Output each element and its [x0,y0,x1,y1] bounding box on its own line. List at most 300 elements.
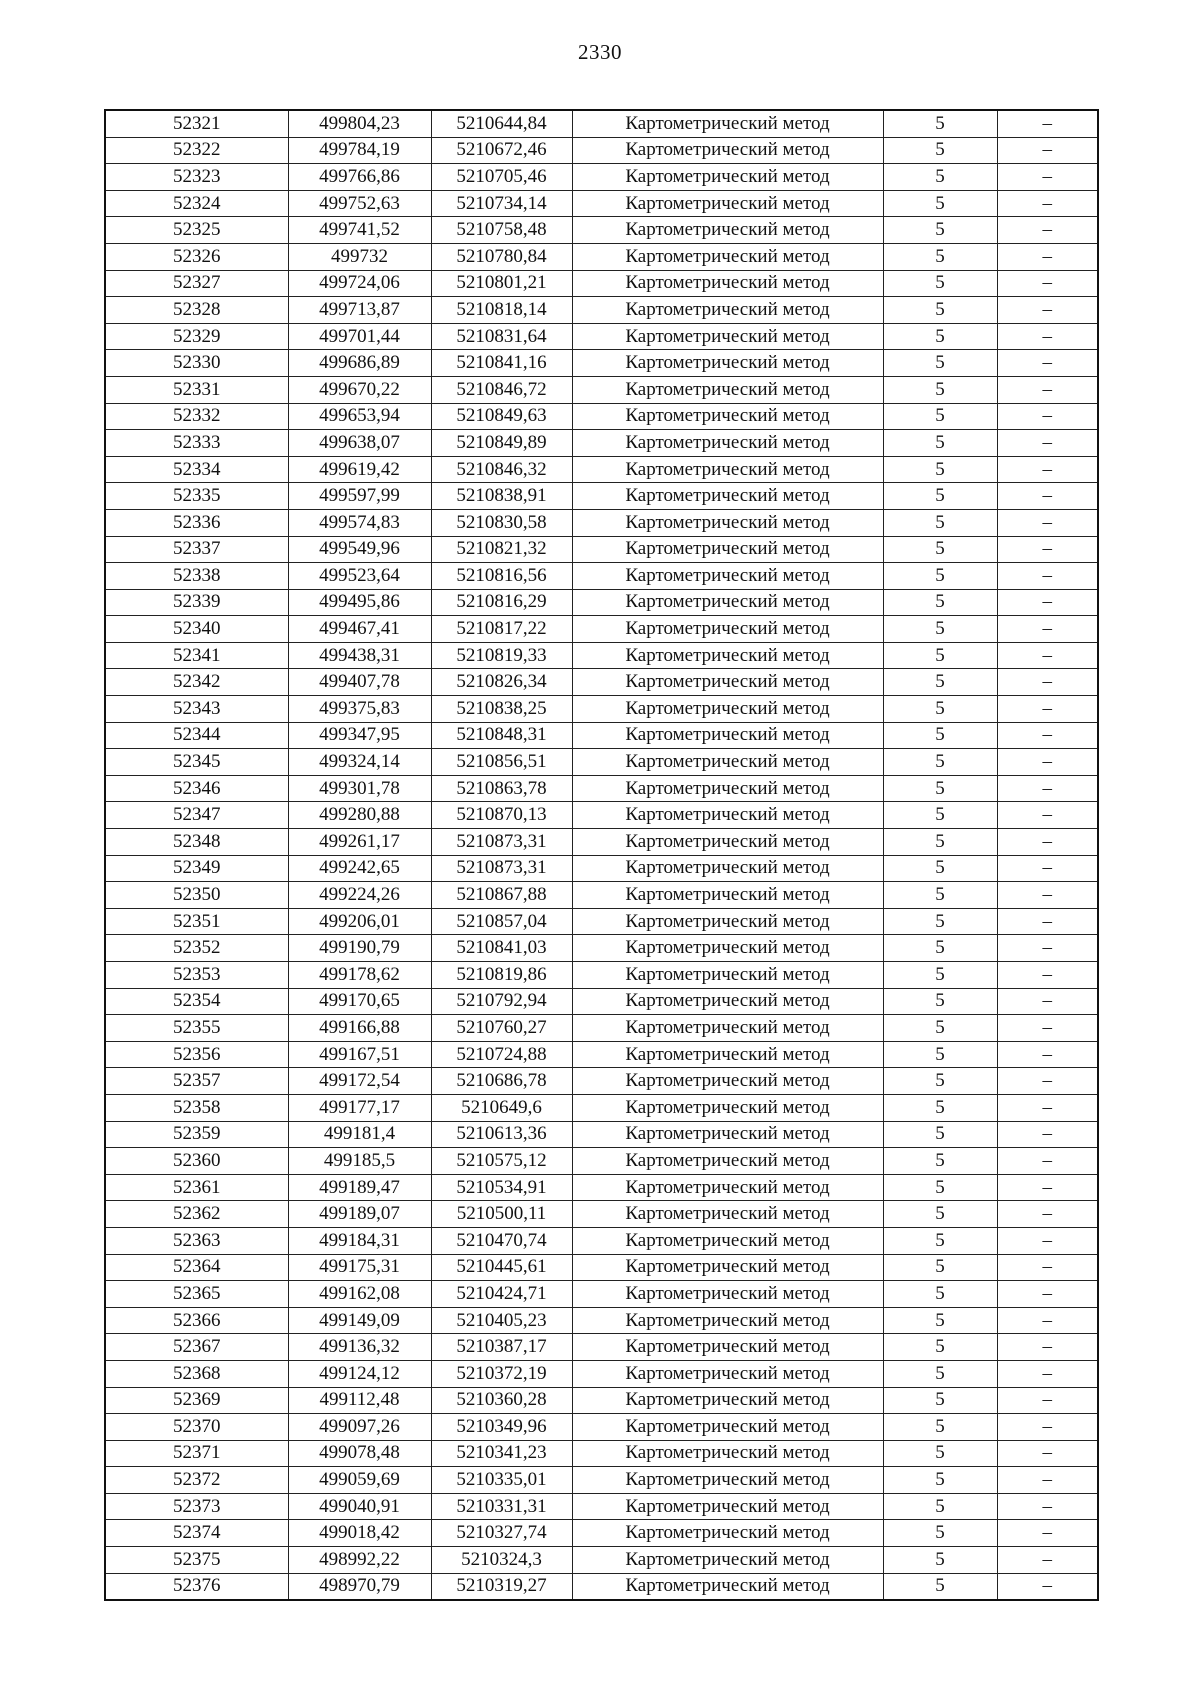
x-coordinate-cell: 499185,5 [288,1148,431,1175]
y-coordinate-cell: 5210816,29 [431,589,572,616]
x-coordinate-cell: 499018,42 [288,1520,431,1547]
accuracy-cell: 5 [883,509,997,536]
x-coordinate-cell: 499172,54 [288,1068,431,1095]
x-coordinate-cell: 499495,86 [288,589,431,616]
method-cell: Картометрический метод [572,722,883,749]
description-cell: – [997,935,1098,962]
description-cell: – [997,1041,1098,1068]
accuracy-cell: 5 [883,1041,997,1068]
table-row [105,722,1098,749]
table-row [105,243,1098,270]
description-cell: – [997,1440,1098,1467]
y-coordinate-cell: 5210405,23 [431,1307,572,1334]
point-number-cell: 52362 [105,1201,288,1228]
x-coordinate-cell: 499713,87 [288,297,431,324]
table-row [105,350,1098,377]
table-row [105,1307,1098,1334]
table-row [105,1094,1098,1121]
y-coordinate-cell: 5210821,32 [431,536,572,563]
x-coordinate-cell: 499701,44 [288,323,431,350]
y-coordinate-cell: 5210644,84 [431,110,572,137]
point-number-cell: 52346 [105,775,288,802]
y-coordinate-cell: 5210849,63 [431,403,572,430]
x-coordinate-cell: 499724,06 [288,270,431,297]
x-coordinate-cell: 499438,31 [288,642,431,669]
method-cell: Картометрический метод [572,1493,883,1520]
method-cell: Картометрический метод [572,1520,883,1547]
method-cell: Картометрический метод [572,1440,883,1467]
x-coordinate-cell: 499136,32 [288,1334,431,1361]
point-number-cell: 52351 [105,908,288,935]
y-coordinate-cell: 5210819,33 [431,642,572,669]
description-cell: – [997,297,1098,324]
table-row [105,908,1098,935]
y-coordinate-cell: 5210857,04 [431,908,572,935]
point-number-cell: 52322 [105,137,288,164]
method-cell: Картометрический метод [572,1547,883,1574]
point-number-cell: 52369 [105,1387,288,1414]
description-cell: – [997,749,1098,776]
point-number-cell: 52336 [105,509,288,536]
accuracy-cell: 5 [883,190,997,217]
table-row [105,882,1098,909]
y-coordinate-cell: 5210870,13 [431,802,572,829]
method-cell: Картометрический метод [572,1015,883,1042]
accuracy-cell: 5 [883,722,997,749]
x-coordinate-cell: 498992,22 [288,1547,431,1574]
table-row [105,376,1098,403]
y-coordinate-cell: 5210686,78 [431,1068,572,1095]
accuracy-cell: 5 [883,297,997,324]
y-coordinate-cell: 5210341,23 [431,1440,572,1467]
x-coordinate-cell: 499549,96 [288,536,431,563]
table-row [105,1174,1098,1201]
description-cell: – [997,1281,1098,1308]
accuracy-cell: 5 [883,669,997,696]
y-coordinate-cell: 5210445,61 [431,1254,572,1281]
coordinates-table [104,109,1099,1601]
point-number-cell: 52321 [105,110,288,137]
method-cell: Картометрический метод [572,483,883,510]
point-number-cell: 52337 [105,536,288,563]
table-row [105,775,1098,802]
table-row [105,1254,1098,1281]
y-coordinate-cell: 5210705,46 [431,164,572,191]
y-coordinate-cell: 5210873,31 [431,855,572,882]
table-row [105,1414,1098,1441]
accuracy-cell: 5 [883,1094,997,1121]
accuracy-cell: 5 [883,1227,997,1254]
table-row [105,1440,1098,1467]
description-cell: – [997,1520,1098,1547]
y-coordinate-cell: 5210534,91 [431,1174,572,1201]
table-row [105,1520,1098,1547]
accuracy-cell: 5 [883,1201,997,1228]
x-coordinate-cell: 499112,48 [288,1387,431,1414]
y-coordinate-cell: 5210424,71 [431,1281,572,1308]
accuracy-cell: 5 [883,1493,997,1520]
table-row [105,1573,1098,1600]
point-number-cell: 52360 [105,1148,288,1175]
accuracy-cell: 5 [883,882,997,909]
table-row [105,1360,1098,1387]
point-number-cell: 52340 [105,616,288,643]
x-coordinate-cell: 499741,52 [288,217,431,244]
table-row [105,988,1098,1015]
y-coordinate-cell: 5210672,46 [431,137,572,164]
y-coordinate-cell: 5210724,88 [431,1041,572,1068]
point-number-cell: 52348 [105,829,288,856]
point-number-cell: 52353 [105,962,288,989]
y-coordinate-cell: 5210838,91 [431,483,572,510]
table-row [105,217,1098,244]
accuracy-cell: 5 [883,642,997,669]
accuracy-cell: 5 [883,270,997,297]
table-row [105,749,1098,776]
table-row [105,1121,1098,1148]
accuracy-cell: 5 [883,616,997,643]
x-coordinate-cell: 499597,99 [288,483,431,510]
accuracy-cell: 5 [883,456,997,483]
y-coordinate-cell: 5210372,19 [431,1360,572,1387]
description-cell: – [997,243,1098,270]
table-row [105,696,1098,723]
point-number-cell: 52329 [105,323,288,350]
point-number-cell: 52344 [105,722,288,749]
method-cell: Картометрический метод [572,908,883,935]
method-cell: Картометрический метод [572,217,883,244]
method-cell: Картометрический метод [572,1467,883,1494]
method-cell: Картометрический метод [572,696,883,723]
point-number-cell: 52341 [105,642,288,669]
description-cell: – [997,1174,1098,1201]
point-number-cell: 52365 [105,1281,288,1308]
method-cell: Картометрический метод [572,829,883,856]
description-cell: – [997,1227,1098,1254]
description-cell: – [997,509,1098,536]
method-cell: Картометрический метод [572,509,883,536]
point-number-cell: 52349 [105,855,288,882]
point-number-cell: 52358 [105,1094,288,1121]
description-cell: – [997,642,1098,669]
y-coordinate-cell: 5210826,34 [431,669,572,696]
point-number-cell: 52335 [105,483,288,510]
point-number-cell: 52361 [105,1174,288,1201]
point-number-cell: 52372 [105,1467,288,1494]
accuracy-cell: 5 [883,350,997,377]
y-coordinate-cell: 5210327,74 [431,1520,572,1547]
point-number-cell: 52376 [105,1573,288,1600]
accuracy-cell: 5 [883,110,997,137]
table-row [105,403,1098,430]
x-coordinate-cell: 498970,79 [288,1573,431,1600]
table-row [105,1493,1098,1520]
accuracy-cell: 5 [883,403,997,430]
description-cell: – [997,1387,1098,1414]
method-cell: Картометрический метод [572,802,883,829]
description-cell: – [997,829,1098,856]
table-row [105,137,1098,164]
description-cell: – [997,1547,1098,1574]
accuracy-cell: 5 [883,1015,997,1042]
table-row [105,110,1098,137]
table-row [105,1015,1098,1042]
y-coordinate-cell: 5210319,27 [431,1573,572,1600]
table-row [105,563,1098,590]
description-cell: – [997,696,1098,723]
x-coordinate-cell: 499178,62 [288,962,431,989]
table-row [105,456,1098,483]
point-number-cell: 52333 [105,430,288,457]
method-cell: Картометрический метод [572,775,883,802]
table-row [105,536,1098,563]
description-cell: – [997,722,1098,749]
x-coordinate-cell: 499242,65 [288,855,431,882]
table-row [105,1227,1098,1254]
point-number-cell: 52326 [105,243,288,270]
table-row [105,829,1098,856]
y-coordinate-cell: 5210349,96 [431,1414,572,1441]
table-row [105,270,1098,297]
method-cell: Картометрический метод [572,1360,883,1387]
point-number-cell: 52364 [105,1254,288,1281]
x-coordinate-cell: 499040,91 [288,1493,431,1520]
method-cell: Картометрический метод [572,1334,883,1361]
y-coordinate-cell: 5210335,01 [431,1467,572,1494]
point-number-cell: 52323 [105,164,288,191]
description-cell: – [997,1467,1098,1494]
method-cell: Картометрический метод [572,1041,883,1068]
page-number: 2330 [578,40,622,64]
x-coordinate-cell: 499166,88 [288,1015,431,1042]
x-coordinate-cell: 499124,12 [288,1360,431,1387]
accuracy-cell: 5 [883,1148,997,1175]
accuracy-cell: 5 [883,1174,997,1201]
description-cell: – [997,137,1098,164]
description-cell: – [997,1148,1098,1175]
x-coordinate-cell: 499059,69 [288,1467,431,1494]
table-row [105,669,1098,696]
point-number-cell: 52367 [105,1334,288,1361]
y-coordinate-cell: 5210649,6 [431,1094,572,1121]
x-coordinate-cell: 499184,31 [288,1227,431,1254]
y-coordinate-cell: 5210331,31 [431,1493,572,1520]
y-coordinate-cell: 5210863,78 [431,775,572,802]
table-row [105,935,1098,962]
x-coordinate-cell: 499407,78 [288,669,431,696]
y-coordinate-cell: 5210817,22 [431,616,572,643]
point-number-cell: 52345 [105,749,288,776]
method-cell: Картометрический метод [572,1121,883,1148]
method-cell: Картометрический метод [572,962,883,989]
y-coordinate-cell: 5210846,32 [431,456,572,483]
accuracy-cell: 5 [883,1520,997,1547]
accuracy-cell: 5 [883,243,997,270]
method-cell: Картометрический метод [572,1307,883,1334]
x-coordinate-cell: 499653,94 [288,403,431,430]
accuracy-cell: 5 [883,589,997,616]
description-cell: – [997,882,1098,909]
description-cell: – [997,1121,1098,1148]
description-cell: – [997,376,1098,403]
y-coordinate-cell: 5210780,84 [431,243,572,270]
x-coordinate-cell: 499189,47 [288,1174,431,1201]
method-cell: Картометрический метод [572,1254,883,1281]
accuracy-cell: 5 [883,775,997,802]
y-coordinate-cell: 5210818,14 [431,297,572,324]
method-cell: Картометрический метод [572,935,883,962]
table-row [105,802,1098,829]
method-cell: Картометрический метод [572,749,883,776]
accuracy-cell: 5 [883,1573,997,1600]
description-cell: – [997,802,1098,829]
point-number-cell: 52355 [105,1015,288,1042]
accuracy-cell: 5 [883,1307,997,1334]
x-coordinate-cell: 499804,23 [288,110,431,137]
y-coordinate-cell: 5210848,31 [431,722,572,749]
method-cell: Картометрический метод [572,1201,883,1228]
accuracy-cell: 5 [883,323,997,350]
point-number-cell: 52359 [105,1121,288,1148]
y-coordinate-cell: 5210841,16 [431,350,572,377]
x-coordinate-cell: 499167,51 [288,1041,431,1068]
table-row [105,323,1098,350]
x-coordinate-cell: 499280,88 [288,802,431,829]
accuracy-cell: 5 [883,1254,997,1281]
description-cell: – [997,563,1098,590]
x-coordinate-cell: 499190,79 [288,935,431,962]
method-cell: Картометрический метод [572,642,883,669]
y-coordinate-cell: 5210801,21 [431,270,572,297]
table-row [105,589,1098,616]
accuracy-cell: 5 [883,1440,997,1467]
description-cell: – [997,589,1098,616]
y-coordinate-cell: 5210613,36 [431,1121,572,1148]
table-body [105,110,1098,1600]
method-cell: Картометрический метод [572,1387,883,1414]
accuracy-cell: 5 [883,430,997,457]
description-cell: – [997,483,1098,510]
accuracy-cell: 5 [883,536,997,563]
description-cell: – [997,164,1098,191]
table-row [105,1334,1098,1361]
description-cell: – [997,1573,1098,1600]
description-cell: – [997,1334,1098,1361]
description-cell: – [997,1068,1098,1095]
x-coordinate-cell: 499619,42 [288,456,431,483]
description-cell: – [997,855,1098,882]
description-cell: – [997,669,1098,696]
accuracy-cell: 5 [883,829,997,856]
x-coordinate-cell: 499574,83 [288,509,431,536]
table-row [105,616,1098,643]
table-row [105,190,1098,217]
method-cell: Картометрический метод [572,563,883,590]
method-cell: Картометрический метод [572,270,883,297]
method-cell: Картометрический метод [572,1414,883,1441]
method-cell: Картометрический метод [572,1573,883,1600]
y-coordinate-cell: 5210819,86 [431,962,572,989]
point-number-cell: 52324 [105,190,288,217]
accuracy-cell: 5 [883,1121,997,1148]
method-cell: Картометрический метод [572,1281,883,1308]
x-coordinate-cell: 499177,17 [288,1094,431,1121]
point-number-cell: 52354 [105,988,288,1015]
accuracy-cell: 5 [883,164,997,191]
accuracy-cell: 5 [883,855,997,882]
accuracy-cell: 5 [883,802,997,829]
x-coordinate-cell: 499181,4 [288,1121,431,1148]
point-number-cell: 52370 [105,1414,288,1441]
accuracy-cell: 5 [883,1414,997,1441]
accuracy-cell: 5 [883,988,997,1015]
x-coordinate-cell: 499097,26 [288,1414,431,1441]
point-number-cell: 52374 [105,1520,288,1547]
point-number-cell: 52373 [105,1493,288,1520]
description-cell: – [997,270,1098,297]
method-cell: Картометрический метод [572,1227,883,1254]
description-cell: – [997,1201,1098,1228]
method-cell: Картометрический метод [572,110,883,137]
table-row [105,1068,1098,1095]
method-cell: Картометрический метод [572,536,883,563]
x-coordinate-cell: 499638,07 [288,430,431,457]
accuracy-cell: 5 [883,1467,997,1494]
table-row [105,297,1098,324]
table-row [105,642,1098,669]
x-coordinate-cell: 499324,14 [288,749,431,776]
table-row [105,1148,1098,1175]
method-cell: Картометрический метод [572,323,883,350]
table-row [105,1201,1098,1228]
accuracy-cell: 5 [883,908,997,935]
y-coordinate-cell: 5210575,12 [431,1148,572,1175]
table-row [105,1467,1098,1494]
x-coordinate-cell: 499686,89 [288,350,431,377]
point-number-cell: 52325 [105,217,288,244]
method-cell: Картометрический метод [572,164,883,191]
y-coordinate-cell: 5210873,31 [431,829,572,856]
accuracy-cell: 5 [883,1068,997,1095]
y-coordinate-cell: 5210831,64 [431,323,572,350]
method-cell: Картометрический метод [572,616,883,643]
x-coordinate-cell: 499670,22 [288,376,431,403]
description-cell: – [997,430,1098,457]
method-cell: Картометрический метод [572,430,883,457]
point-number-cell: 52327 [105,270,288,297]
y-coordinate-cell: 5210856,51 [431,749,572,776]
point-number-cell: 52352 [105,935,288,962]
method-cell: Картометрический метод [572,137,883,164]
x-coordinate-cell: 499170,65 [288,988,431,1015]
description-cell: – [997,1094,1098,1121]
description-cell: – [997,456,1098,483]
accuracy-cell: 5 [883,376,997,403]
y-coordinate-cell: 5210470,74 [431,1227,572,1254]
table-row [105,1041,1098,1068]
point-number-cell: 52342 [105,669,288,696]
method-cell: Картометрический метод [572,190,883,217]
description-cell: – [997,1015,1098,1042]
x-coordinate-cell: 499467,41 [288,616,431,643]
method-cell: Картометрический метод [572,589,883,616]
y-coordinate-cell: 5210792,94 [431,988,572,1015]
method-cell: Картометрический метод [572,1148,883,1175]
description-cell: – [997,323,1098,350]
x-coordinate-cell: 499224,26 [288,882,431,909]
method-cell: Картометрический метод [572,855,883,882]
y-coordinate-cell: 5210500,11 [431,1201,572,1228]
